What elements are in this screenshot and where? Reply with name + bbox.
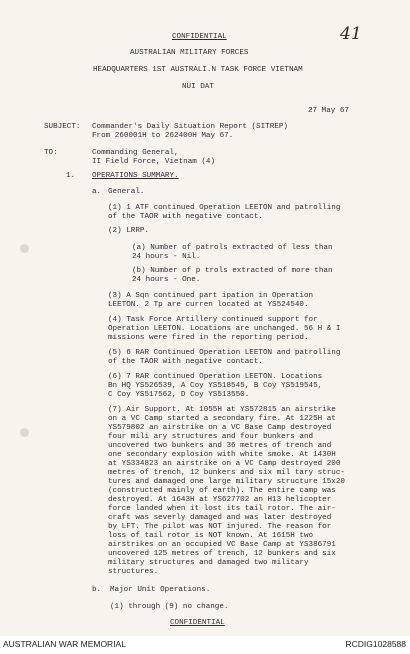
subsection-label: a. <box>92 188 102 196</box>
item-line: uncovered 125 metres of trench, 12 bunkers and six <box>108 550 336 558</box>
item-line: (1) 1 ATF continued Operation LEETON and patrolling <box>108 204 341 212</box>
item-line: craft was severly damaged and was later destroyed <box>108 514 332 522</box>
org-name: AUSTRALIAN MILITARY FORCES <box>130 49 249 57</box>
to-line: Commanding General, <box>92 149 179 157</box>
classification-top: CONFIDENTIAL <box>172 33 227 41</box>
item-line: uncovered two bunkers and 36 metres of trench and <box>108 442 332 450</box>
archive-id: RCDIG1028588 <box>345 639 406 649</box>
item-line: of the TAOR with negative contact. <box>108 358 263 366</box>
item-line: YS579802 an airstrike on a VC Base Camp destroyed <box>108 424 332 432</box>
item-line: (3) A Sqn continued part ipation in Operation <box>108 292 314 300</box>
section-title: OPERATIONS SUMMARY. <box>92 172 179 180</box>
location: NUI DAT <box>182 83 214 91</box>
item-line: 24 hours - One. <box>132 276 201 284</box>
item-line: Operation LEETON. Locations are unchanged. 56 H & I <box>108 325 341 333</box>
item-line: LEETON. 2 Tp are curren located at YS524540. <box>108 301 309 309</box>
to-label: TO: <box>44 149 58 157</box>
item-line: (2) LRRP. <box>108 227 150 235</box>
item-line: C Coy YS517562, D Coy YS513550. <box>108 391 250 399</box>
item-line: on a VC Camp started a secondary fire. At 1225H at <box>108 415 336 423</box>
item-line: metres of trench, 12 bunkers and six mil tary struc- <box>108 469 345 477</box>
item-line: military structures and damaged two military <box>108 559 309 567</box>
item-line: of the TAOR with negative contact. <box>108 213 263 221</box>
item-line: (b) Number of p trols extracted of more than <box>132 267 333 275</box>
item-line: (5) 6 RAR Continued Operation LEETON and patrolling <box>108 349 341 357</box>
page-number-handwritten: 41 <box>340 24 362 44</box>
item-line: at YS334823 an airstrike on a VC Camp destroyed 200 <box>108 460 341 468</box>
classification-bottom: CONFIDENTIAL <box>170 619 225 627</box>
item-line: Bn HQ YS526539, A Coy YS518545, B Coy YS519545, <box>108 382 323 390</box>
subsection-label: b. <box>92 586 102 594</box>
item-line: (a) Number of patrols extracted of less than <box>132 244 333 252</box>
punch-hole <box>20 244 29 253</box>
subject-label: SUBJECT: <box>44 123 81 131</box>
item-line: destroyed. At 1643H at YS627702 an H13 helicopter <box>108 496 332 504</box>
item-line: tures and damaged one large military structure 15x20 <box>108 478 345 486</box>
item-line: 24 hours - Nil. <box>132 253 201 261</box>
item-line: (7) Air Support. At 1055H at YS572815 an airstrike <box>108 406 336 414</box>
item-line: force landed when it lost its tail rotor. The air- <box>108 505 336 513</box>
item-line: by LFT. The pilot was NOT injured. The reason for <box>108 523 332 531</box>
item-line: loss of tail rotor is NOT known. At 1615H two <box>108 532 314 540</box>
item-line: airstrikes on an occupied VC Base Camp at YS386791 <box>108 541 336 549</box>
item-line: missions were fired in the reporting period. <box>108 334 309 342</box>
subject-line: From 260001H to 262400H May 67. <box>92 132 234 140</box>
item-line: four mili ary structures and four bunkers and <box>108 433 314 441</box>
subject-line: Commander's Daily Situation Report (SITREP) <box>92 123 288 131</box>
to-line: II Field Force, Vietnam (4) <box>92 158 216 166</box>
section-number: 1. <box>66 172 76 180</box>
subsection-title: Major Unit Operations. <box>110 586 211 594</box>
item-line: (constructed mainly of earth). The entire camp was <box>108 487 336 495</box>
item-line: structures. <box>108 568 159 576</box>
item-line: one secondary explosion with white smoke. At 1430H <box>108 451 336 459</box>
item-line: (1) through (9) no change. <box>110 603 229 611</box>
archive-name: AUSTRALIAN WAR MEMORIAL <box>3 639 126 649</box>
item-line: (4) Task Force Artillery continued support for <box>108 316 318 324</box>
punch-hole <box>20 428 29 437</box>
report-date: 27 May 67 <box>308 107 350 115</box>
item-line: (6) 7 RAR continued Operation LEETON. Locations <box>108 373 323 381</box>
hq-name: HEADQUARTERS 1ST AUSTRALI.N TASK FORCE VIETNAM <box>93 66 303 74</box>
subsection-title: General. <box>108 188 145 196</box>
archive-footer <box>0 636 410 654</box>
